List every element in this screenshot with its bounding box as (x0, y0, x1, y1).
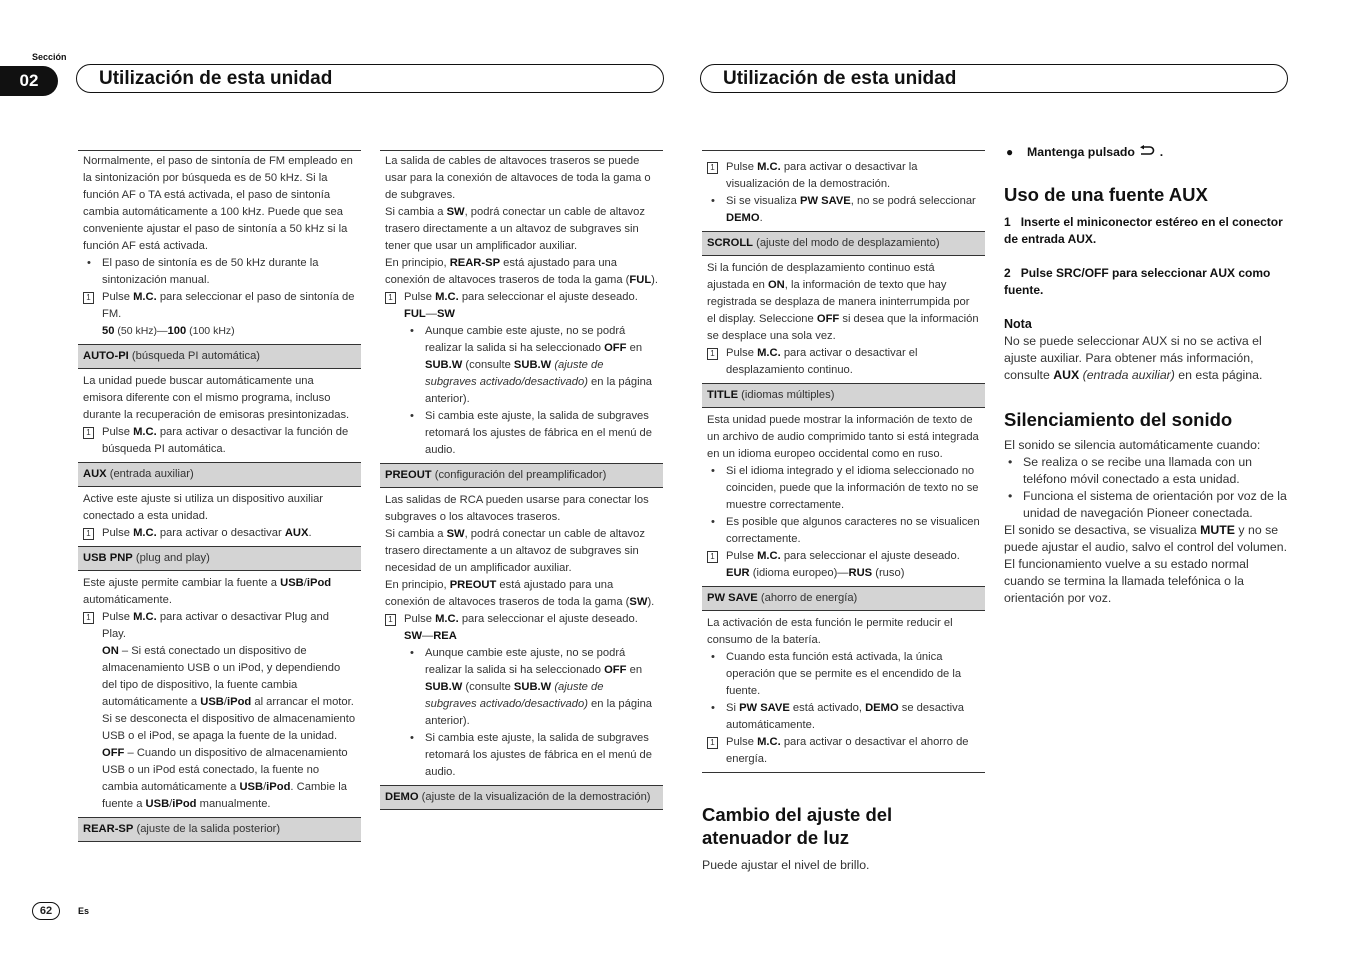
step-item: 1 Pulse M.C. para seleccionar el ajuste deseado. (385, 289, 658, 306)
step-item: 1 Pulse M.C. para activar o desactivar AUX. (83, 525, 356, 542)
right-page-header (700, 64, 1288, 93)
step-item: 1 Pulse M.C. para seleccionar el ajuste deseado. (707, 548, 980, 565)
setting-title-aux: AUX (entrada auxiliar) (78, 462, 361, 487)
step-item: 1 Pulse M.C. para seleccionar el paso de sintonía de FM. (83, 289, 356, 323)
dimmer-body: Puede ajustar el nivel de brillo. (702, 858, 870, 872)
autopi-body: La unidad puede buscar automáticamente una emisora diferente con el mismo programa, incluso durante la recuperación de emisoras presintonizadas. (83, 375, 350, 421)
setting-title-title: TITLE (idiomas múltiples) (702, 383, 985, 408)
list-item: • Se realiza o se recibe una llamada con un teléfono móvil conectado a esta unidad. (1004, 454, 1289, 488)
preout-sw-description: Si cambia a SW, podrá conectar un cable de altavoz trasero directamente a un altavoz de subgraves sin necesidad de un amplificador auxiliar. (385, 528, 645, 574)
hold-instruction: ● Mantenga pulsado . (1006, 145, 1164, 159)
setting-title-scroll: SCROLL (ajuste del modo de desplazamiento) (702, 231, 985, 256)
list-item: • El paso de sintonía es de 50 kHz durante la sintonización manual. (83, 255, 356, 289)
list-item: • Aunque cambie este ajuste, no se podrá realizar la salida si ha seleccionado OFF en SUB.W (consulte SUB.W (ajuste de subgraves activado/desactivado) en la página anterior). (385, 645, 658, 730)
list-item: • Cuando esta función está activada, la única operación que se permite es el encendido de la fuente. (707, 649, 980, 700)
setting-title-autopi: AUTO-PI (búsqueda PI automática) (78, 344, 361, 369)
option-values: SW—REA (404, 630, 457, 642)
preout-default: En principio, PREOUT está ajustado para una conexión de altavoces traseros de toda la gama (SW). (385, 579, 655, 608)
back-arrow-icon (1138, 145, 1159, 159)
column-1 (78, 150, 361, 842)
step-item: 1 Pulse M.C. para activar o desactivar la visualización de la demostración. (707, 159, 980, 193)
list-item: • Si cambia este ajuste, la salida de subgraves retomará los ajustes de fábrica en el menú de audio. (385, 730, 658, 781)
setting-title-pwsave: PW SAVE (ahorro de energía) (702, 586, 985, 611)
note-body: No se puede seleccionar AUX si no se activa el ajuste auxiliar. Para obtener más información, consulte AUX (entrada auxiliar) en esta página. (1004, 334, 1263, 382)
section-number-tab: 02 (0, 66, 58, 96)
rearsp-sw-description: Si cambia a SW, podrá conectar un cable de altavoz trasero directamente a un altavoz de subgraves sin tener que usar un amplificador auxiliar. (385, 206, 645, 252)
mute-heading: Silenciamiento del sonido (1004, 409, 1233, 430)
step-item: 1 Pulse M.C. para seleccionar el ajuste deseado. (385, 611, 658, 628)
option-values: EUR (idioma europeo)—RUS (ruso) (726, 567, 905, 579)
option-values: 50 (50 kHz)—100 (100 kHz) (102, 325, 235, 337)
list-item: • Si cambia este ajuste, la salida de subgraves retomará los ajustes de fábrica en el menú de audio. (385, 408, 658, 459)
rearsp-default: En principio, REAR-SP está ajustado para una conexión de altavoces traseros de toda la gama (FUL). (385, 257, 658, 286)
left-page-header (76, 64, 664, 93)
pwsave-body: La activación de esta función le permite reducir el consumo de la batería. (707, 617, 953, 646)
usbpnp-body: Este ajuste permite cambiar la fuente a USB/iPod automáticamente. (83, 577, 332, 606)
mute-body-2: El sonido se desactiva, se visualiza MUTE y no se puede ajustar el audio, salvo el control del volumen. El funcionamiento vuelve a su estado normal cuando se termina la llamada telefónica o la orientación por voz. (1004, 523, 1288, 605)
list-item: • Si PW SAVE está activado, DEMO se desactiva automáticamente. (707, 700, 980, 734)
step-item: 1 Pulse M.C. para activar o desactivar el ahorro de energía. (707, 734, 980, 768)
setting-title-preout: PREOUT (configuración del preamplificador) (380, 463, 663, 488)
list-item: • Funciona el sistema de orientación por voz de la unidad de navegación Pioneer conectada. (1004, 488, 1289, 522)
column-4 (1004, 144, 1289, 607)
left-page-title: Utilización de esta unidad (99, 67, 333, 89)
page-number: 62 (32, 902, 60, 920)
setting-title-rearsp: REAR-SP (ajuste de la salida posterior) (78, 817, 361, 842)
option-off-description: OFF – Cuando un dispositivo de almacenamiento USB o un iPod está conectado, la fuente no cambia automáticamente a USB/iPod. Cambie la fuente a USB/iPod manualmente. (102, 747, 348, 810)
step-item: 1 Inserte el miniconector estéreo en el conector de entrada AUX. (1004, 215, 1283, 246)
fm-step-intro: Normalmente, el paso de sintonía de FM empleado en la sintonización por búsqueda es de 50 kHz. Si la función AF o TA está activada, el paso de sintonía cambia automáticamente a 100 kHz. Puede que sea conveniente ajustar el paso de sintonía a 50 kHz si la función AF está activada. (83, 155, 353, 252)
note-title: Nota (1004, 317, 1032, 331)
column-3 (702, 150, 985, 874)
section-label: Sección (32, 52, 67, 62)
language-code: Es (78, 906, 90, 916)
step-item: 1 Pulse M.C. para activar o desactivar Plug and Play. (83, 609, 356, 643)
list-item: • Si el idioma integrado y el idioma seleccionado no coinciden, puede que la información de texto no se muestre correctamente. (707, 463, 980, 514)
mute-body: El sonido se silencia automáticamente cuando: (1004, 438, 1261, 452)
setting-title-demo: DEMO (ajuste de la visualización de la demostración) (380, 785, 663, 810)
list-item: • Si se visualiza PW SAVE, no se podrá seleccionar DEMO. (707, 193, 980, 227)
dimmer-heading: Cambio del ajuste del atenuador de luz (702, 804, 893, 848)
preout-intro: Las salidas de RCA pueden usarse para conectar los subgraves o los altavoces traseros. (385, 494, 649, 523)
rearsp-intro: La salida de cables de altavoces traseros se puede usar para la conexión de altavoces de toda la gama o de subgraves. (385, 155, 651, 201)
option-on-description: ON – Si está conectado un dispositivo de almacenamiento USB o un iPod, y dependiendo del tipo de dispositivo, la fuente cambia automáticamente a USB/iPod al arrancar el motor. Si se desconecta el dispositivo de almacenamiento USB o el iPod, se apaga la fuente de la unidad. (102, 645, 356, 742)
step-item: 1 Pulse M.C. para activar o desactivar el desplazamiento continuo. (707, 345, 980, 379)
title-body: Esta unidad puede mostrar la información de texto de un archivo de audio comprimido tanto si está integrada en un idioma europeo occidental como en ruso. (707, 414, 979, 460)
column-2 (380, 150, 663, 810)
aux-body: Active este ajuste si utiliza un dispositivo auxiliar conectado a esta unidad. (83, 493, 324, 522)
list-item: • Aunque cambie este ajuste, no se podrá realizar la salida si ha seleccionado OFF en SUB.W (consulte SUB.W (ajuste de subgraves activado/desactivado) en la página anterior). (385, 323, 658, 408)
setting-title-usbpnp: USB PNP (plug and play) (78, 546, 361, 571)
option-values: FUL—SW (404, 308, 455, 320)
aux-heading: Uso de una fuente AUX (1004, 184, 1208, 205)
list-item: • Es posible que algunos caracteres no se visualicen correctamente. (707, 514, 980, 548)
step-item: 1 Pulse M.C. para activar o desactivar la función de búsqueda PI automática. (83, 424, 356, 458)
step-item: 2 Pulse SRC/OFF para seleccionar AUX como fuente. (1004, 266, 1271, 297)
right-page-title: Utilización de esta unidad (723, 67, 957, 89)
scroll-body: Si la función de desplazamiento continuo está ajustada en ON, la información de texto que hay registrada se desplaza de manera ininterrumpida por el display. Seleccione OFF si desea que la información se desplace una sola vez. (707, 262, 979, 342)
